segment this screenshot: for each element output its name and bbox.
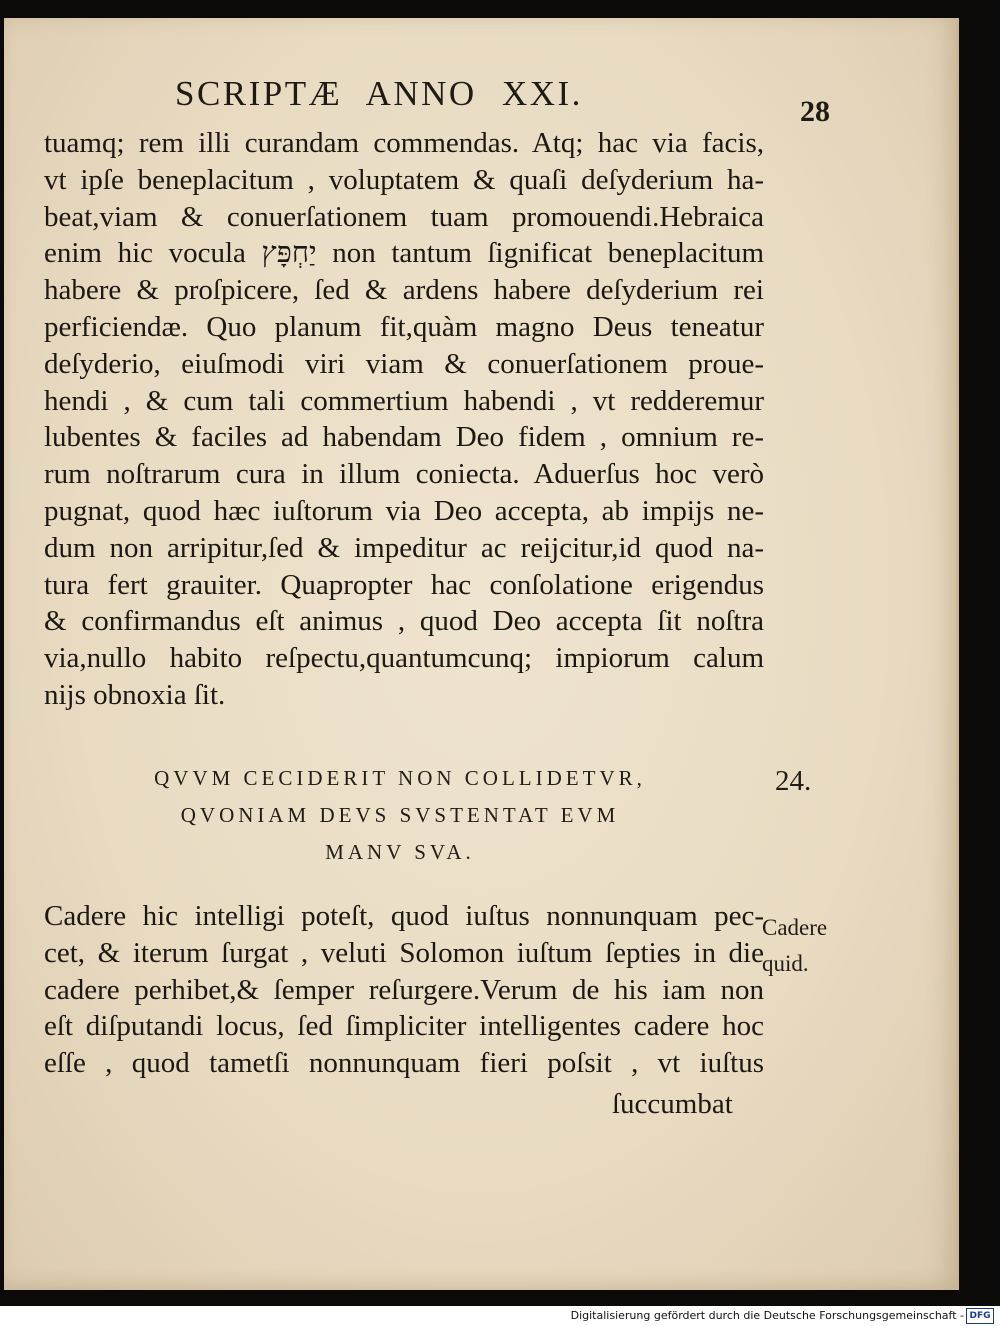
text-line: habere & proſpicere, ſed & ardens habere deſyderium rei [44,274,764,307]
catchword: ſuccumbat [612,1088,733,1120]
verse-heading-line: MANV SVA. [325,840,475,864]
verse-number: 24. [775,765,812,797]
verse-heading [60,760,740,871]
text-line: Cadere hic intelligi poteſt, quod iuſtus nonnunquam pec- [44,900,764,932]
text-line: eſt diſputandi locus, ſed ſimpliciter intelligentes cadere hoc [44,1010,764,1043]
paragraph-2 [44,898,764,1082]
text-line: vt ipſe beneplacitum , voluptatem & quaſi deſyderium ha- [44,163,764,196]
text-line: nijs obnoxia ſit. [44,678,226,711]
text-line: eſſe , quod tametſi nonnunquam fieri poſsit , vt iuſtus [44,1047,764,1080]
text-line: beat,viam & conuerſationem tuam promouendi.Hebraica [44,200,764,233]
text-line: enim hic vocula יַחְפָּץ non tantum ſignificat beneplacitum [44,237,764,270]
text-line: deſyderio, eiuſmodi viri viam & conuerſationem proue- [44,347,764,380]
text-line: rum noſtrarum cura in illum coniecta. Aduerſus hoc verò [44,458,764,491]
text-line: tura fert grauiter. Quapropter hac conſolatione erigendus [44,568,764,601]
text-line: lubentes & faciles ad habendam Deo fidem , omnium re- [44,421,764,454]
text-line: perficiendæ. Quo planum fit,quàm magno Deus teneatur [44,310,764,343]
paragraph-1 [44,125,764,714]
funding-credit: Digitalisierung gefördert durch die Deutsche Forschungsgemeinschaft - [570,1309,964,1322]
text-line: via,nullo habito reſpectu,quantumcunq; impiorum calum [44,642,764,675]
dfg-logo-icon: DFG [966,1308,994,1324]
running-head: SCRIPTÆ ANNO XXI. [175,74,583,113]
verse-heading-line: QVONIAM DEVS SVSTENTAT EVM [180,803,620,827]
text-line: & confirmandus eſt animus , quod Deo accepta ſit noſtra [44,605,764,638]
marginal-note [762,910,827,982]
marginal-note-line: Cadere [762,915,828,940]
footer-bar [0,1306,1000,1326]
marginal-note-line: quid. [762,951,809,976]
page-number: 28 [800,95,830,128]
verse-heading-line: QVVM CECIDERIT NON COLLIDETVR, [154,766,646,790]
text-line: tuamq; rem illi curandam commendas. Atq; hac via facis, [44,127,764,159]
text-line: pugnat, quod hæc iuſtorum via Deo accepta, ab impijs ne- [44,494,764,527]
text-line: hendi , & cum tali commertium habendi , vt redderemur [44,384,764,417]
text-line: cet, & iterum ſurgat , veluti Solomon iuſtum ſepties in die [44,936,764,969]
text-line: cadere perhibet,& ſemper reſurgere.Verum de his iam non [44,973,764,1006]
text-line: dum non arripitur,ſed & impeditur ac reijcitur,id quod na- [44,531,764,564]
